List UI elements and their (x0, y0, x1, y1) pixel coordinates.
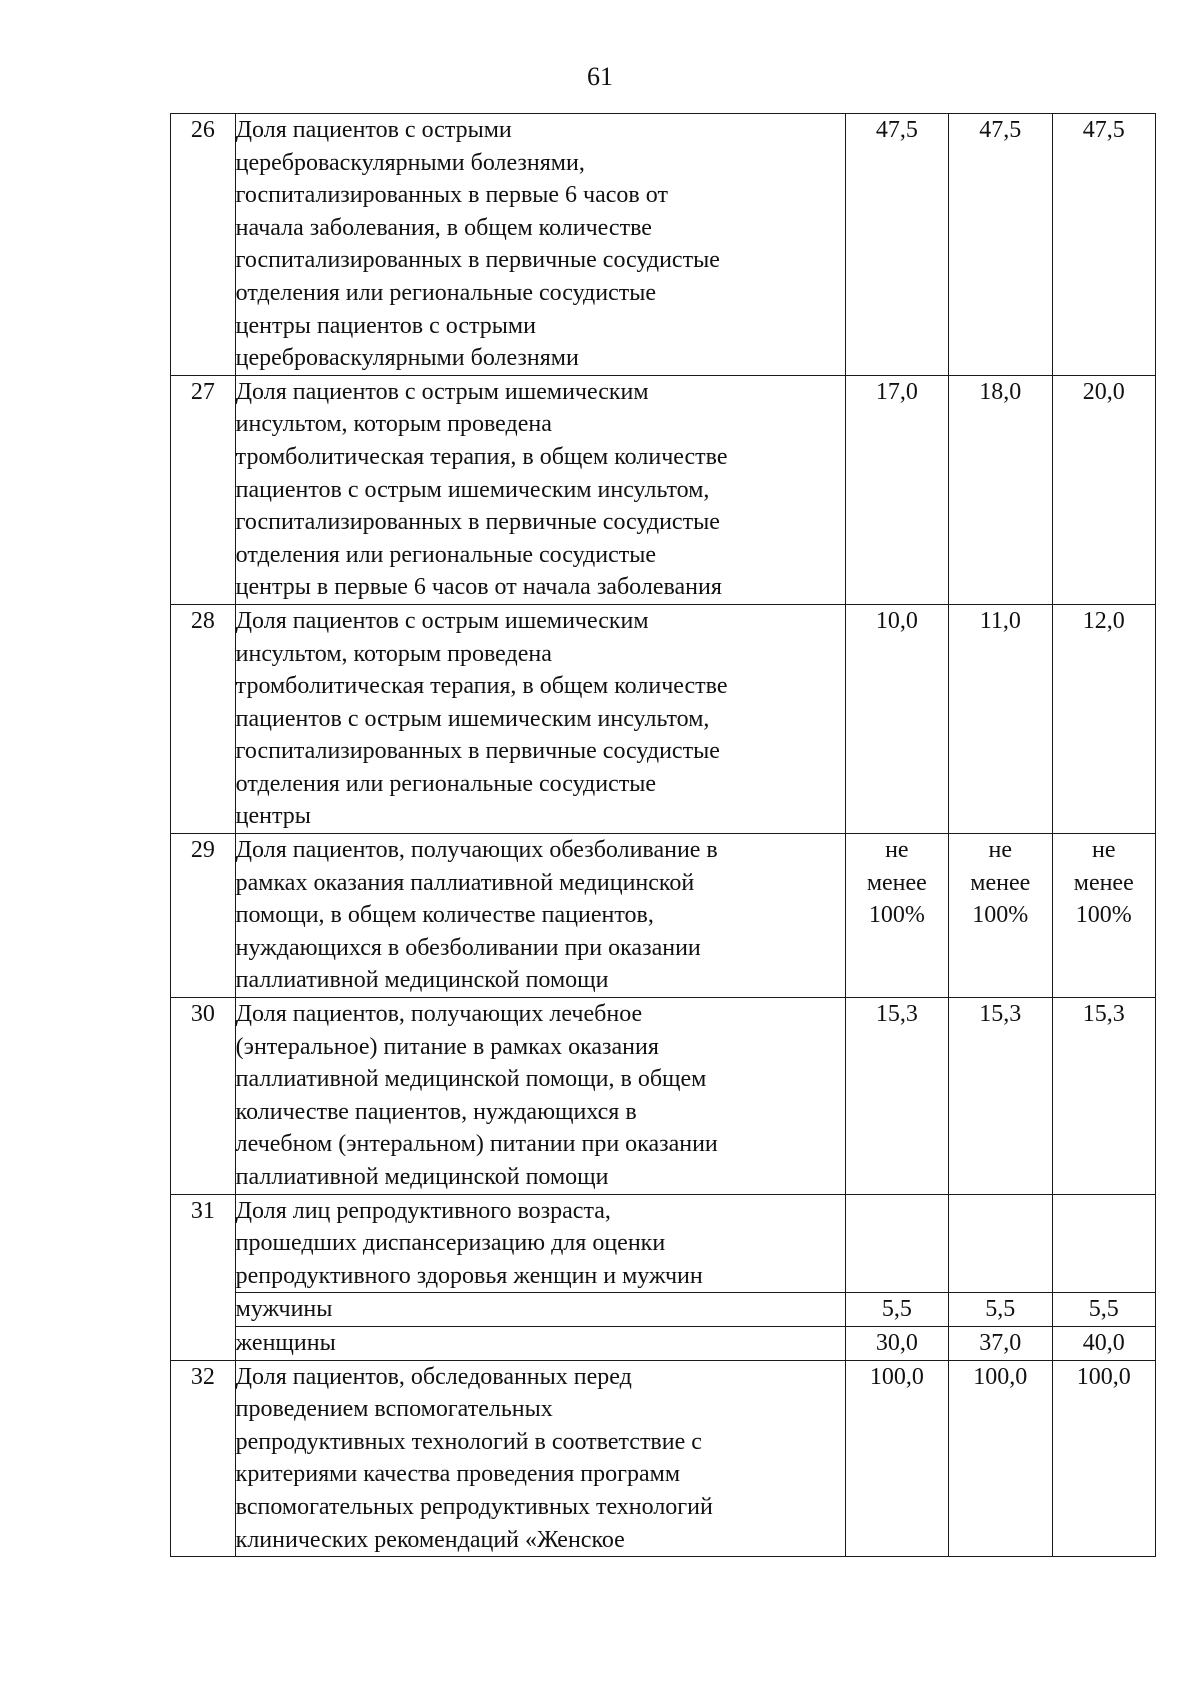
table-subrow (171, 1326, 1156, 1360)
subrow-value: 40,0 (1052, 1326, 1155, 1360)
row-value (845, 1194, 948, 1293)
table-row (171, 114, 1156, 376)
indicators-table (170, 113, 1156, 1557)
subrow-value: 30,0 (845, 1326, 948, 1360)
row-number: 29 (171, 834, 236, 998)
row-number: 32 (171, 1360, 236, 1557)
row-value: 15,3 (949, 998, 1052, 1195)
row-value (949, 1194, 1052, 1293)
row-description: Доля пациентов, обследованных перед проведением вспомогательных репродуктивных технологий в соответствие с критериями качества проведения программ вспомогательных репродуктивных технологий клинических рекомендаций «Женское (235, 1360, 845, 1557)
row-value: 12,0 (1052, 604, 1155, 833)
indicators-table-body (171, 114, 1156, 1557)
row-number: 27 (171, 375, 236, 604)
row-description: Доля пациентов с острыми цереброваскулярными болезнями, госпитализированных в первые 6 часов от начала заболевания, в общем количестве госпитализированных в первичные сосудистые отделения или региональные сосудистые центры пациентов с острыми цереброваскулярными болезнями (235, 114, 845, 376)
table-row (171, 834, 1156, 998)
row-value: 15,3 (845, 998, 948, 1195)
subrow-value: 5,5 (845, 1293, 948, 1327)
subrow-value: 5,5 (949, 1293, 1052, 1327)
row-value: 47,5 (1052, 114, 1155, 376)
row-value: не менее 100% (845, 834, 948, 998)
row-value: 100,0 (949, 1360, 1052, 1557)
row-value: 15,3 (1052, 998, 1155, 1195)
row-value: 17,0 (845, 375, 948, 604)
subrow-label: женщины (235, 1326, 845, 1360)
row-value: 100,0 (845, 1360, 948, 1557)
row-value: не менее 100% (949, 834, 1052, 998)
row-value: 11,0 (949, 604, 1052, 833)
row-value: 47,5 (949, 114, 1052, 376)
row-value: 47,5 (845, 114, 948, 376)
page-number: 61 (587, 62, 613, 91)
row-description: Доля пациентов с острым ишемическим инсультом, которым проведена тромболитическая терапия, в общем количестве пациентов с острым ишемическим инсультом, госпитализированных в первичные сосудистые отделения или региональные сосудистые центры (235, 604, 845, 833)
subrow-label: мужчины (235, 1293, 845, 1327)
row-description: Доля пациентов, получающих обезболивание в рамках оказания паллиативной медицинской помощи, в общем количестве пациентов, нуждающихся в обезболивании при оказании паллиативной медицинской помощи (235, 834, 845, 998)
table-row (171, 1194, 1156, 1293)
row-value: 100,0 (1052, 1360, 1155, 1557)
row-value: 20,0 (1052, 375, 1155, 604)
row-description: Доля лиц репродуктивного возраста, прошедших диспансеризацию для оценки репродуктивного здоровья женщин и мужчин (235, 1194, 845, 1293)
subrow-value: 5,5 (1052, 1293, 1155, 1327)
row-number: 30 (171, 998, 236, 1195)
row-value: 10,0 (845, 604, 948, 833)
row-number: 31 (171, 1194, 236, 1360)
row-value: 18,0 (949, 375, 1052, 604)
row-value: не менее 100% (1052, 834, 1155, 998)
table-row (171, 375, 1156, 604)
row-description: Доля пациентов, получающих лечебное (энтеральное) питание в рамках оказания паллиативной медицинской помощи, в общем количестве пациентов, нуждающихся в лечебном (энтеральном) питании при оказании паллиативной медицинской помощи (235, 998, 845, 1195)
row-description: Доля пациентов с острым ишемическим инсультом, которым проведена тромболитическая терапия, в общем количестве пациентов с острым ишемическим инсультом, госпитализированных в первичные сосудистые отделения или региональные сосудистые центры в первые 6 часов от начала заболевания (235, 375, 845, 604)
table-row (171, 998, 1156, 1195)
table-row (171, 1360, 1156, 1557)
row-value (1052, 1194, 1155, 1293)
row-number: 26 (171, 114, 236, 376)
subrow-value: 37,0 (949, 1326, 1052, 1360)
table-row (171, 604, 1156, 833)
row-number: 28 (171, 604, 236, 833)
table-subrow (171, 1293, 1156, 1327)
